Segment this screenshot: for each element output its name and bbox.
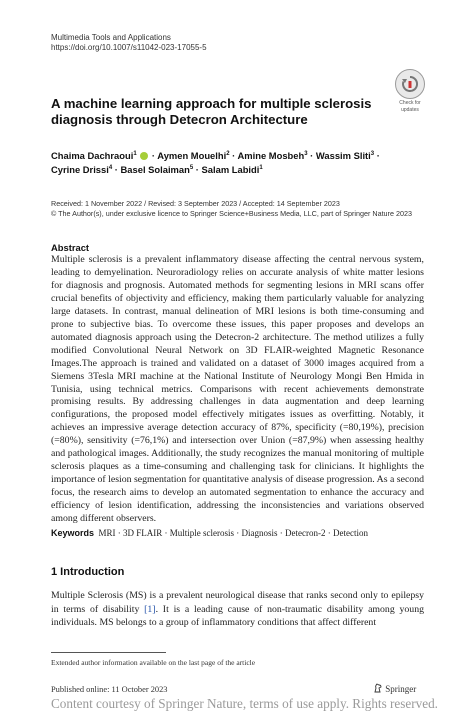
update-badge-icon (395, 69, 425, 99)
orcid-icon[interactable] (140, 152, 148, 160)
author-name[interactable]: Amine Mosbeh (237, 150, 305, 162)
badge-line-2: updates (401, 107, 419, 113)
citation-link[interactable]: [1] (144, 603, 156, 615)
author-name[interactable]: Salam Labidi (201, 164, 260, 176)
badge-line-1: Check for (399, 100, 421, 106)
article-history (51, 199, 431, 219)
paper-title: A machine learning approach for multiple sclerosis diagnosis through Detecron Architecture (51, 96, 372, 127)
publisher-logo (373, 683, 416, 694)
abstract-heading: Abstract (51, 242, 90, 253)
courtesy-watermark: Content courtesy of Springer Nature, terms of use apply. Rights reserved. (51, 696, 438, 711)
intro-text-after: . It is a leading cause of non-traumatic disability among young individuals. MS belongs to a group of inflammatory conditions that affect different (51, 603, 425, 629)
author-affiliation: 3 (304, 151, 308, 157)
keywords-text: MRI · 3D FLAIR · Multiple sclerosis · Diagnosis · Detecron-2 · Detection (98, 528, 368, 538)
author-affiliation: 1 (133, 151, 137, 157)
abstract-text: Multiple sclerosis is a prevalent inflammatory disease affecting the central nervous system, leading to demyelination. Neuroradiology relies on accurate analysis of white matter lesions for diagnosis and prognosis. Automated methods for segmenting lesions in MRI scans offer crucial benefits of objectivity and efficiency, making them particularly valuable for analyzing large datasets. In contrast, manual delineation of MRI lesions is both time-consuming and prone to subjective bias. To overcome these issues, this paper proposes and develops an automated diagnosis approach using the Detecron-2 architecture. The method utilizes a fully modified Convolutional Neural Network on 3D FLAIR-weighted Magnetic Resonance Images.The approach is trained and validated on a dataset of 3000 images acquired from a Siemens 3Tesla MRI machine at the National Institute of Neurology Mongi Ben Hmida in Tunisia, using technical metrics. Comparisons with recent achievements demonstrate promising results. By addressing challenges in data augmentation and deep learning configurations, the proposed model effectively mitigates issues as overfitting. Notably, it achieves an impressive average detection accuracy of 87%, specificity (=80,19%), precision (=80%), sensitivity (=76,1%) and intersection over Union (=87,9%) when assessing healthy and pathological images. Additionally, the study recognizes the manual monitoring of multiple sclerosis plaques as a time-consuming and challenging task for clinicians. It highlights the importance of lesion segmentation for quantitative analysis of disease progression. As a second focus, the research aims to develop an automated segmentation to enhance the accuracy and efficiency of lesion identification, addressing the inconsistencies and variations observed among different observers. (51, 254, 425, 525)
author-affiliation: 1 (259, 165, 263, 172)
author-name[interactable]: Wassim Sliti (315, 150, 371, 162)
copyright-notice: © The Author(s), under exclusive licence to Springer Science+Business Media, LLC, part of Springer Nature 2023 (51, 209, 412, 218)
publisher-name: Springer (385, 684, 417, 694)
author-name[interactable]: Basel Solaiman (120, 164, 190, 176)
author-affiliation: 3 (370, 151, 375, 157)
introduction-text (51, 589, 424, 630)
intro-text-before: Multiple Sclerosis (MS) is a prevalent neurological disease that ranks second only to epilepsy in terms of disability (51, 590, 424, 615)
footnote-divider (51, 652, 166, 653)
received-dates: Received: 1 November 2022 / Revised: 3 September 2023 / Accepted: 14 September 2023 (51, 199, 340, 208)
journal-name: Multimedia Tools and Applications (51, 33, 171, 42)
keywords-line (51, 528, 431, 538)
author-name[interactable]: Aymen Mouelhi (157, 150, 227, 162)
keywords-label: Keywords (51, 528, 95, 538)
footnote: Extended author information available on the last page of the article (51, 658, 256, 667)
author-affiliation: 2 (226, 151, 230, 157)
author-list: Chaima Dachraoui$^1$ · Aymen Mouelhi$^2$ · Amine Mosbeh$^3$ · Wassim Sliti$^3$ · Cyrine Drissi$^4$ · Basel Solaiman$^5$ · Salam Labidi$^1$ (51, 150, 380, 176)
published-date: Published online: 11 October 2023 (51, 685, 168, 694)
author-affiliation: 5 (189, 165, 194, 172)
journal-header (51, 33, 207, 53)
springer-horse-icon (373, 683, 383, 693)
section-heading: 1 Introduction (51, 566, 125, 578)
author-affiliation: 4 (108, 165, 113, 172)
doi-link[interactable]: https://doi.org/10.1007/s11042-023-17055-5 (51, 43, 207, 52)
check-for-updates-badge[interactable] (393, 69, 427, 113)
author-name[interactable]: Chaima Dachraoui (51, 150, 134, 162)
author-name[interactable]: Cyrine Drissi (51, 164, 109, 176)
